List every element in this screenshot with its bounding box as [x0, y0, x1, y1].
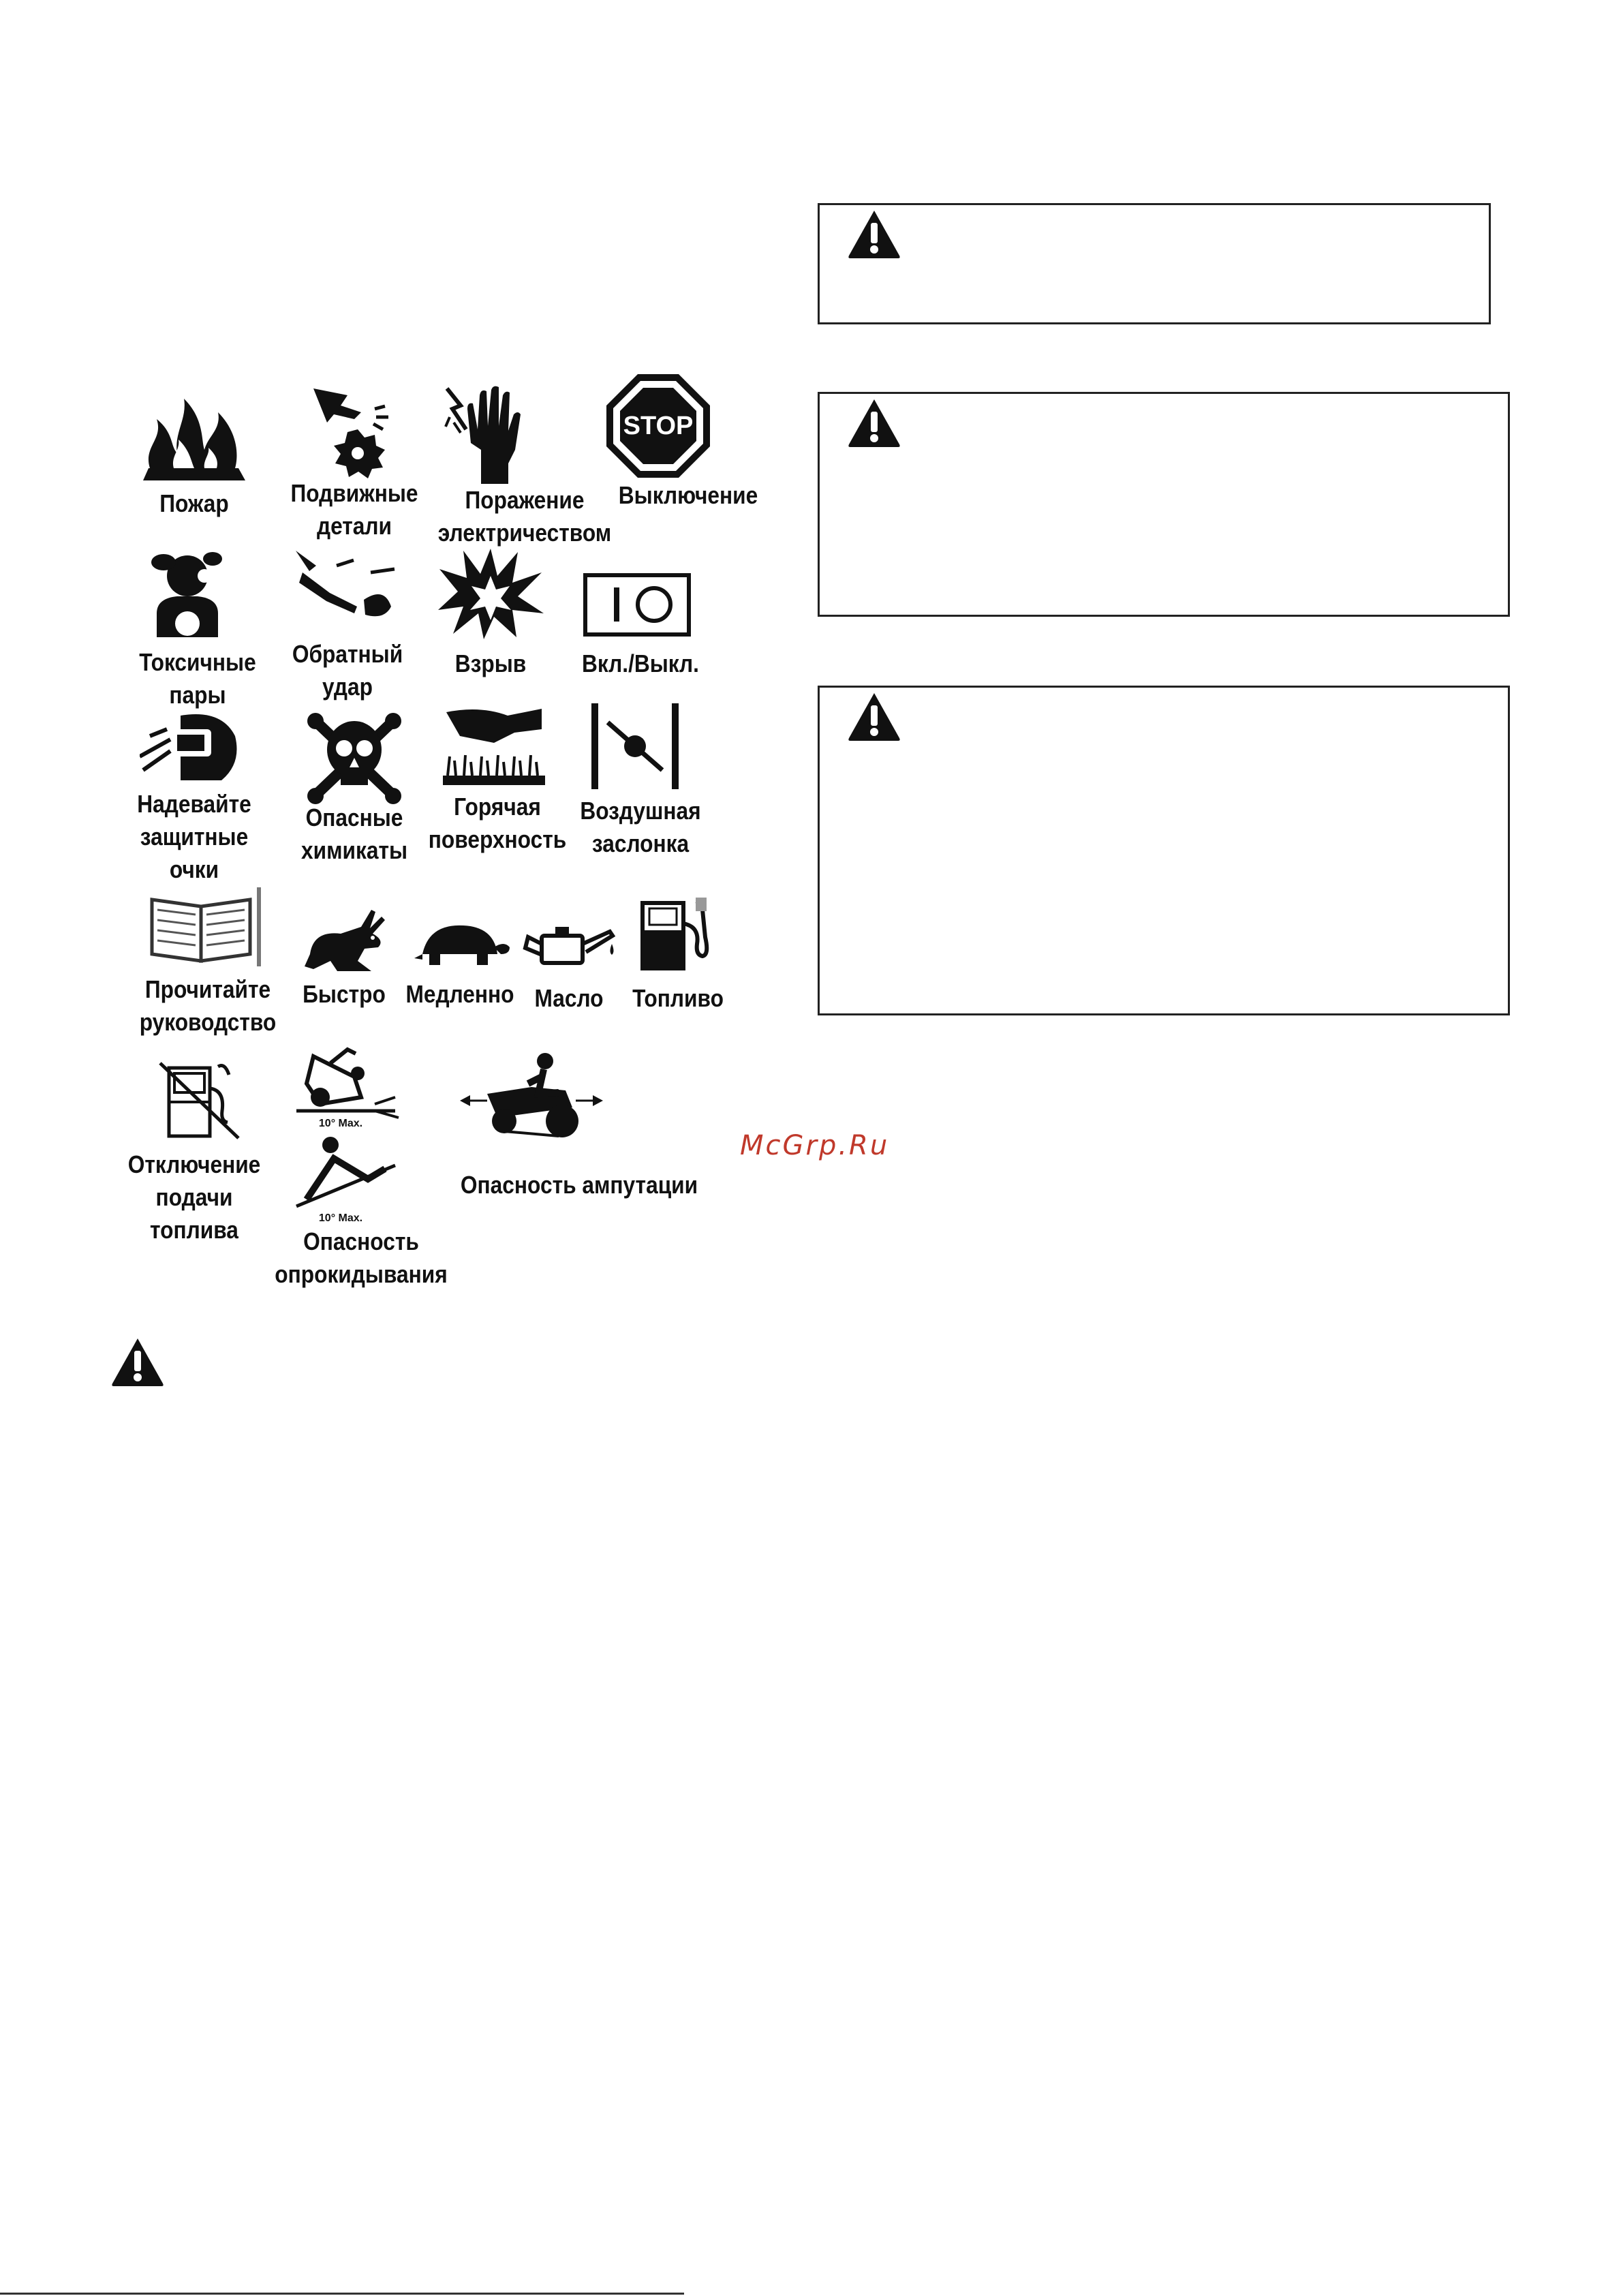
fuel-pump-icon — [637, 896, 712, 971]
symbol-oil — [518, 917, 620, 1026]
symbol-label: Выключение — [618, 481, 758, 509]
symbol-label: Масло — [534, 984, 604, 1012]
symbol-electric-shock — [436, 382, 613, 552]
warning-box-3 — [818, 686, 1510, 1015]
symbol-label: Токсичные пары — [139, 648, 256, 709]
footer-rule — [0, 2293, 684, 2295]
tipover-text: 10° Max. — [318, 1212, 363, 1224]
symbol-hazard-chemicals — [286, 709, 422, 872]
symbol-label: Подвижные детали — [290, 479, 418, 540]
symbol-fire — [136, 392, 252, 521]
warning-triangle-icon — [847, 208, 901, 260]
stop-sign-icon — [604, 371, 713, 480]
symbol-kickback — [279, 545, 416, 716]
hot-surface-icon — [439, 702, 548, 791]
symbol-read-manual — [129, 886, 286, 1043]
moving-parts-icon — [300, 382, 395, 484]
tipover-text: 10° Max. — [318, 1118, 363, 1129]
symbol-label: Надевайте защитные очки — [137, 790, 251, 883]
explosion-icon — [436, 545, 545, 641]
symbol-label: Поражение электричеством — [437, 486, 612, 547]
warning-triangle-icon — [847, 397, 901, 448]
symbol-choke — [572, 702, 709, 866]
symbol-moving-parts — [286, 382, 422, 545]
symbol-label: Опасность ампутации — [460, 1171, 698, 1199]
watermark: McGrp.Ru — [740, 1130, 890, 1161]
symbol-label: Быстро — [303, 980, 386, 1008]
symbol-on-off — [566, 572, 715, 688]
electric-shock-icon — [440, 382, 536, 491]
symbol-tipover — [259, 1043, 463, 1302]
symbol-hot-surface — [422, 702, 572, 866]
symbol-label: Опасность опрокидывания — [275, 1227, 448, 1288]
stop-sign-text: STOP — [623, 412, 694, 440]
symbol-label: Топливо — [632, 984, 724, 1012]
symbol-label: Опасные химикаты — [300, 803, 408, 864]
symbol-label: Прочитайте руководство — [139, 975, 277, 1036]
warning-triangle-icon — [847, 690, 901, 742]
toxic-fumes-icon — [136, 545, 238, 641]
kickback-icon — [289, 545, 398, 627]
symbol-label: Вкл./Выкл. — [582, 649, 699, 677]
symbol-amputation — [443, 1053, 715, 1210]
symbol-slow — [395, 920, 525, 1022]
turtle-icon — [409, 920, 511, 968]
symbol-label: Воздушная заслонка — [580, 797, 701, 857]
symbol-label: Обратный удар — [292, 640, 403, 701]
fire-icon — [136, 392, 252, 487]
symbol-fast — [286, 906, 402, 1022]
symbol-toxic-fumes — [123, 545, 273, 709]
symbol-label: Пожар — [159, 489, 229, 517]
symbol-fuel — [620, 896, 736, 1026]
on-off-icon — [583, 572, 692, 637]
rabbit-icon — [296, 906, 392, 975]
skull-crossbones-icon — [303, 709, 405, 804]
read-manual-icon — [146, 886, 262, 968]
symbol-label: Медленно — [405, 980, 514, 1008]
symbol-label: Отключение подачи топлива — [127, 1150, 261, 1244]
symbol-label: Взрыв — [454, 649, 527, 677]
choke-icon — [587, 702, 683, 791]
warning-box-1 — [818, 203, 1491, 324]
warning-box-2 — [818, 392, 1510, 617]
tipover-icon — [293, 1043, 402, 1227]
warning-triangle-icon — [110, 1336, 165, 1388]
amputation-icon — [457, 1053, 606, 1142]
oil-can-icon — [521, 917, 617, 971]
fuel-shutoff-icon — [157, 1060, 245, 1142]
safety-glasses-icon — [140, 709, 242, 784]
symbol-label: Горячая поверхность — [428, 793, 567, 853]
symbol-safety-glasses — [116, 709, 273, 886]
symbol-stop — [600, 371, 777, 528]
symbol-explosion — [422, 545, 559, 688]
symbol-fuel-shutoff — [116, 1060, 273, 1251]
